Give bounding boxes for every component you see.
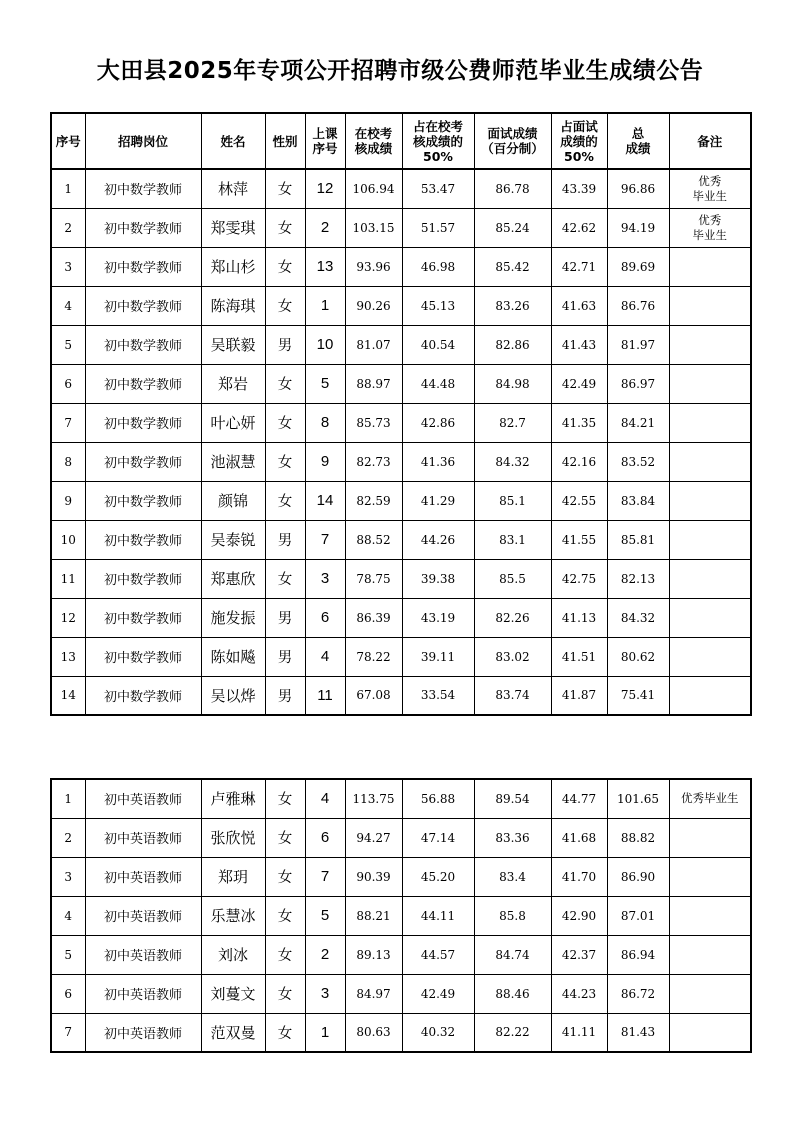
row-note [669, 208, 751, 247]
row-school-50: 41.29 [402, 481, 474, 520]
row-interview-50: 42.75 [551, 559, 607, 598]
row-gender: 女 [265, 364, 305, 403]
header-interview-score-line: 面试成绩 [487, 126, 538, 141]
row-note-line: 优秀 [698, 212, 722, 227]
row-total: 101.65 [607, 779, 669, 818]
row-name: 张欣悦 [201, 818, 265, 857]
row-class-order: 8 [305, 403, 345, 442]
row-class-order: 6 [305, 598, 345, 637]
row-note-line: 毕业生 [692, 188, 727, 203]
row-post: 初中数学教师 [85, 559, 201, 598]
row-class-order: 5 [305, 364, 345, 403]
row-seq: 4 [51, 896, 85, 935]
row-note [669, 935, 751, 974]
row-interview-score: 85.5 [474, 559, 551, 598]
header-total-line: 总 [631, 126, 645, 141]
row-school-score: 86.39 [345, 598, 402, 637]
row-gender: 男 [265, 598, 305, 637]
row-school-50: 41.36 [402, 442, 474, 481]
row-school-score: 106.94 [345, 169, 402, 208]
row-note-line: 毕业生 [692, 227, 727, 242]
english-teacher-score-table [50, 778, 752, 1053]
row-class-order: 4 [305, 637, 345, 676]
row-total: 83.84 [607, 481, 669, 520]
table-row [51, 169, 751, 208]
row-gender: 女 [265, 208, 305, 247]
row-interview-score: 88.46 [474, 974, 551, 1013]
row-interview-50: 41.70 [551, 857, 607, 896]
table-row [51, 676, 751, 715]
row-school-score: 88.52 [345, 520, 402, 559]
row-class-order: 6 [305, 818, 345, 857]
row-total: 86.72 [607, 974, 669, 1013]
row-interview-50: 42.71 [551, 247, 607, 286]
header-post-line: 招聘岗位 [117, 133, 168, 149]
header-school-50 [402, 113, 474, 169]
row-class-order: 10 [305, 325, 345, 364]
row-school-score: 85.73 [345, 403, 402, 442]
row-interview-50: 44.23 [551, 974, 607, 1013]
row-post: 初中数学教师 [85, 520, 201, 559]
row-school-score: 81.07 [345, 325, 402, 364]
row-class-order: 14 [305, 481, 345, 520]
row-post: 初中数学教师 [85, 247, 201, 286]
row-class-order: 11 [305, 676, 345, 715]
row-note-line: 优秀毕业生 [681, 791, 739, 806]
header-interview-score-line: （百分制） [481, 141, 544, 156]
row-school-50: 53.47 [402, 169, 474, 208]
header-interview-50-line: 成绩的 [560, 133, 598, 149]
row-interview-50: 41.87 [551, 676, 607, 715]
row-seq: 6 [51, 364, 85, 403]
row-name: 郑山杉 [201, 247, 265, 286]
row-seq: 4 [51, 286, 85, 325]
row-interview-50: 41.51 [551, 637, 607, 676]
row-school-score: 78.22 [345, 637, 402, 676]
row-seq: 2 [51, 818, 85, 857]
row-post: 初中数学教师 [85, 286, 201, 325]
row-note [669, 442, 751, 481]
row-school-50: 46.98 [402, 247, 474, 286]
row-seq: 10 [51, 520, 85, 559]
row-post: 初中数学教师 [85, 325, 201, 364]
row-note [669, 481, 751, 520]
row-class-order: 7 [305, 857, 345, 896]
row-note [669, 520, 751, 559]
row-total: 86.97 [607, 364, 669, 403]
row-interview-score: 83.36 [474, 818, 551, 857]
row-gender: 女 [265, 286, 305, 325]
table-row [51, 364, 751, 403]
row-gender: 女 [265, 818, 305, 857]
row-school-50: 39.38 [402, 559, 474, 598]
row-total: 86.76 [607, 286, 669, 325]
row-seq: 1 [51, 779, 85, 818]
row-post: 初中数学教师 [85, 481, 201, 520]
header-class-order [305, 113, 345, 169]
row-interview-50: 43.39 [551, 169, 607, 208]
row-post: 初中数学教师 [85, 403, 201, 442]
row-post: 初中数学教师 [85, 676, 201, 715]
row-interview-score: 83.74 [474, 676, 551, 715]
header-school-50-line: 50% [423, 148, 453, 164]
row-class-order: 3 [305, 974, 345, 1013]
row-seq: 5 [51, 935, 85, 974]
row-seq: 9 [51, 481, 85, 520]
row-name: 池淑慧 [201, 442, 265, 481]
row-interview-score: 85.1 [474, 481, 551, 520]
row-school-50: 51.57 [402, 208, 474, 247]
header-interview-50-line: 占面试 [560, 118, 598, 134]
row-interview-score: 82.7 [474, 403, 551, 442]
row-gender: 女 [265, 559, 305, 598]
table-row [51, 1013, 751, 1052]
header-school-score [345, 113, 402, 169]
row-school-score: 78.75 [345, 559, 402, 598]
row-class-order: 3 [305, 559, 345, 598]
row-school-50: 40.32 [402, 1013, 474, 1052]
row-school-score: 84.97 [345, 974, 402, 1013]
row-name: 郑惠欣 [201, 559, 265, 598]
table-row [51, 818, 751, 857]
row-note [669, 403, 751, 442]
header-name [201, 113, 265, 169]
row-total: 96.86 [607, 169, 669, 208]
table-row [51, 325, 751, 364]
row-seq: 8 [51, 442, 85, 481]
row-gender: 女 [265, 779, 305, 818]
row-note [669, 364, 751, 403]
row-post: 初中英语教师 [85, 896, 201, 935]
table-row [51, 442, 751, 481]
row-school-score: 93.96 [345, 247, 402, 286]
row-gender: 女 [265, 896, 305, 935]
row-post: 初中英语教师 [85, 974, 201, 1013]
row-note [669, 779, 751, 818]
row-interview-50: 44.77 [551, 779, 607, 818]
row-note [669, 286, 751, 325]
row-total: 81.43 [607, 1013, 669, 1052]
table-row [51, 559, 751, 598]
row-post: 初中数学教师 [85, 442, 201, 481]
row-interview-50: 41.13 [551, 598, 607, 637]
row-name: 吴泰锐 [201, 520, 265, 559]
row-gender: 男 [265, 637, 305, 676]
row-class-order: 2 [305, 208, 345, 247]
table-row [51, 637, 751, 676]
row-class-order: 13 [305, 247, 345, 286]
row-school-50: 42.49 [402, 974, 474, 1013]
row-total: 84.32 [607, 598, 669, 637]
row-gender: 女 [265, 935, 305, 974]
row-interview-score: 85.42 [474, 247, 551, 286]
page-title: 大田县2025年专项公开招聘市级公费师范毕业生成绩公告 [96, 58, 704, 84]
header-interview-50 [551, 113, 607, 169]
row-interview-50: 42.49 [551, 364, 607, 403]
row-interview-score: 84.74 [474, 935, 551, 974]
row-school-50: 47.14 [402, 818, 474, 857]
row-name: 范双曼 [201, 1013, 265, 1052]
row-interview-score: 89.54 [474, 779, 551, 818]
row-seq: 13 [51, 637, 85, 676]
row-interview-score: 84.32 [474, 442, 551, 481]
math-teacher-score-table [50, 112, 752, 716]
row-seq: 6 [51, 974, 85, 1013]
row-name: 郑雯琪 [201, 208, 265, 247]
table-row [51, 779, 751, 818]
row-name: 颜锦 [201, 481, 265, 520]
table-row [51, 598, 751, 637]
row-gender: 女 [265, 442, 305, 481]
row-school-score: 103.15 [345, 208, 402, 247]
row-class-order: 1 [305, 1013, 345, 1052]
row-school-50: 39.11 [402, 637, 474, 676]
row-name: 刘蔓文 [201, 974, 265, 1013]
row-name: 吴联毅 [201, 325, 265, 364]
header-note [669, 113, 751, 169]
row-school-50: 43.19 [402, 598, 474, 637]
row-total: 81.97 [607, 325, 669, 364]
row-name: 林萍 [201, 169, 265, 208]
row-seq: 2 [51, 208, 85, 247]
row-total: 89.69 [607, 247, 669, 286]
row-note [669, 247, 751, 286]
row-seq: 12 [51, 598, 85, 637]
row-post: 初中英语教师 [85, 779, 201, 818]
header-gender [265, 113, 305, 169]
header-note-line: 备注 [697, 133, 723, 149]
header-class-order-line: 序号 [312, 141, 338, 156]
row-class-order: 1 [305, 286, 345, 325]
row-class-order: 7 [305, 520, 345, 559]
header-name-line: 姓名 [220, 133, 246, 149]
row-interview-score: 85.24 [474, 208, 551, 247]
header-school-50-line: 占在校考 [412, 118, 463, 134]
row-note [669, 974, 751, 1013]
header-school-50-line: 核成绩的 [412, 133, 463, 149]
row-post: 初中数学教师 [85, 637, 201, 676]
row-note [669, 896, 751, 935]
row-note [669, 1013, 751, 1052]
row-total: 86.90 [607, 857, 669, 896]
row-seq: 3 [51, 857, 85, 896]
row-note [669, 637, 751, 676]
row-note [669, 676, 751, 715]
row-note-line: 优秀 [698, 173, 722, 188]
row-class-order: 2 [305, 935, 345, 974]
row-interview-50: 41.11 [551, 1013, 607, 1052]
row-interview-50: 42.55 [551, 481, 607, 520]
row-name: 吴以烨 [201, 676, 265, 715]
row-school-score: 94.27 [345, 818, 402, 857]
row-note [669, 598, 751, 637]
row-total: 83.52 [607, 442, 669, 481]
row-seq: 11 [51, 559, 85, 598]
row-total: 87.01 [607, 896, 669, 935]
table-header-row [51, 113, 751, 169]
row-total: 88.82 [607, 818, 669, 857]
table-row [51, 247, 751, 286]
row-seq: 7 [51, 403, 85, 442]
row-note [669, 559, 751, 598]
row-school-score: 67.08 [345, 676, 402, 715]
row-school-score: 90.39 [345, 857, 402, 896]
row-name: 郑岩 [201, 364, 265, 403]
row-school-50: 56.88 [402, 779, 474, 818]
row-post: 初中数学教师 [85, 169, 201, 208]
row-gender: 女 [265, 403, 305, 442]
row-post: 初中英语教师 [85, 935, 201, 974]
row-note [669, 169, 751, 208]
row-name: 乐慧冰 [201, 896, 265, 935]
header-class-order-line: 上课 [312, 126, 338, 141]
row-gender: 女 [265, 481, 305, 520]
header-total-line: 成绩 [625, 141, 651, 156]
header-interview-score [474, 113, 551, 169]
row-interview-50: 42.90 [551, 896, 607, 935]
row-school-score: 88.97 [345, 364, 402, 403]
row-interview-score: 83.26 [474, 286, 551, 325]
row-school-50: 44.26 [402, 520, 474, 559]
row-interview-50: 42.37 [551, 935, 607, 974]
row-interview-50: 41.55 [551, 520, 607, 559]
row-note [669, 857, 751, 896]
row-interview-50: 42.62 [551, 208, 607, 247]
row-total: 82.13 [607, 559, 669, 598]
row-gender: 男 [265, 676, 305, 715]
header-seq [51, 113, 85, 169]
row-name: 叶心妍 [201, 403, 265, 442]
row-school-50: 44.48 [402, 364, 474, 403]
row-total: 85.81 [607, 520, 669, 559]
row-total: 80.62 [607, 637, 669, 676]
row-school-50: 45.13 [402, 286, 474, 325]
row-school-50: 44.11 [402, 896, 474, 935]
row-school-score: 80.63 [345, 1013, 402, 1052]
row-note [669, 325, 751, 364]
row-gender: 女 [265, 169, 305, 208]
row-seq: 3 [51, 247, 85, 286]
row-interview-50: 41.35 [551, 403, 607, 442]
header-interview-50-line: 50% [564, 148, 594, 164]
row-total: 75.41 [607, 676, 669, 715]
row-post: 初中数学教师 [85, 598, 201, 637]
row-school-score: 82.59 [345, 481, 402, 520]
row-note [669, 818, 751, 857]
row-school-score: 113.75 [345, 779, 402, 818]
table-row [51, 974, 751, 1013]
row-interview-50: 42.16 [551, 442, 607, 481]
row-school-score: 82.73 [345, 442, 402, 481]
table-row [51, 857, 751, 896]
row-interview-score: 83.4 [474, 857, 551, 896]
row-interview-50: 41.43 [551, 325, 607, 364]
header-school-score-line: 核成绩 [354, 141, 393, 156]
row-interview-50: 41.63 [551, 286, 607, 325]
row-school-score: 90.26 [345, 286, 402, 325]
row-gender: 男 [265, 520, 305, 559]
row-school-50: 42.86 [402, 403, 474, 442]
row-seq: 14 [51, 676, 85, 715]
row-gender: 女 [265, 974, 305, 1013]
row-post: 初中数学教师 [85, 208, 201, 247]
row-interview-score: 86.78 [474, 169, 551, 208]
row-gender: 女 [265, 247, 305, 286]
table-row [51, 935, 751, 974]
row-name: 郑玥 [201, 857, 265, 896]
row-class-order: 4 [305, 779, 345, 818]
table-row [51, 208, 751, 247]
table-row [51, 520, 751, 559]
row-school-score: 89.13 [345, 935, 402, 974]
row-total: 86.94 [607, 935, 669, 974]
row-gender: 女 [265, 1013, 305, 1052]
row-seq: 1 [51, 169, 85, 208]
row-interview-score: 85.8 [474, 896, 551, 935]
row-interview-score: 83.1 [474, 520, 551, 559]
row-post: 初中英语教师 [85, 1013, 201, 1052]
row-interview-score: 82.22 [474, 1013, 551, 1052]
row-total: 84.21 [607, 403, 669, 442]
row-post: 初中英语教师 [85, 857, 201, 896]
row-class-order: 12 [305, 169, 345, 208]
row-name: 陈如飚 [201, 637, 265, 676]
row-post: 初中数学教师 [85, 364, 201, 403]
table-row [51, 896, 751, 935]
row-seq: 5 [51, 325, 85, 364]
row-gender: 男 [265, 325, 305, 364]
header-school-score-line: 在校考 [354, 126, 393, 141]
row-name: 卢雅琳 [201, 779, 265, 818]
table-row [51, 286, 751, 325]
row-interview-50: 41.68 [551, 818, 607, 857]
header-gender-line: 性别 [272, 133, 298, 149]
row-school-50: 44.57 [402, 935, 474, 974]
table-row [51, 481, 751, 520]
header-seq-line: 序号 [55, 133, 81, 149]
header-total [607, 113, 669, 169]
row-school-50: 40.54 [402, 325, 474, 364]
row-interview-score: 83.02 [474, 637, 551, 676]
row-seq: 7 [51, 1013, 85, 1052]
row-school-50: 45.20 [402, 857, 474, 896]
row-interview-score: 82.86 [474, 325, 551, 364]
row-post: 初中英语教师 [85, 818, 201, 857]
row-name: 陈海琪 [201, 286, 265, 325]
row-total: 94.19 [607, 208, 669, 247]
row-name: 刘冰 [201, 935, 265, 974]
table-row [51, 403, 751, 442]
row-interview-score: 84.98 [474, 364, 551, 403]
row-interview-score: 82.26 [474, 598, 551, 637]
header-post [85, 113, 201, 169]
row-school-50: 33.54 [402, 676, 474, 715]
row-class-order: 9 [305, 442, 345, 481]
row-class-order: 5 [305, 896, 345, 935]
row-school-score: 88.21 [345, 896, 402, 935]
row-gender: 女 [265, 857, 305, 896]
row-name: 施发振 [201, 598, 265, 637]
